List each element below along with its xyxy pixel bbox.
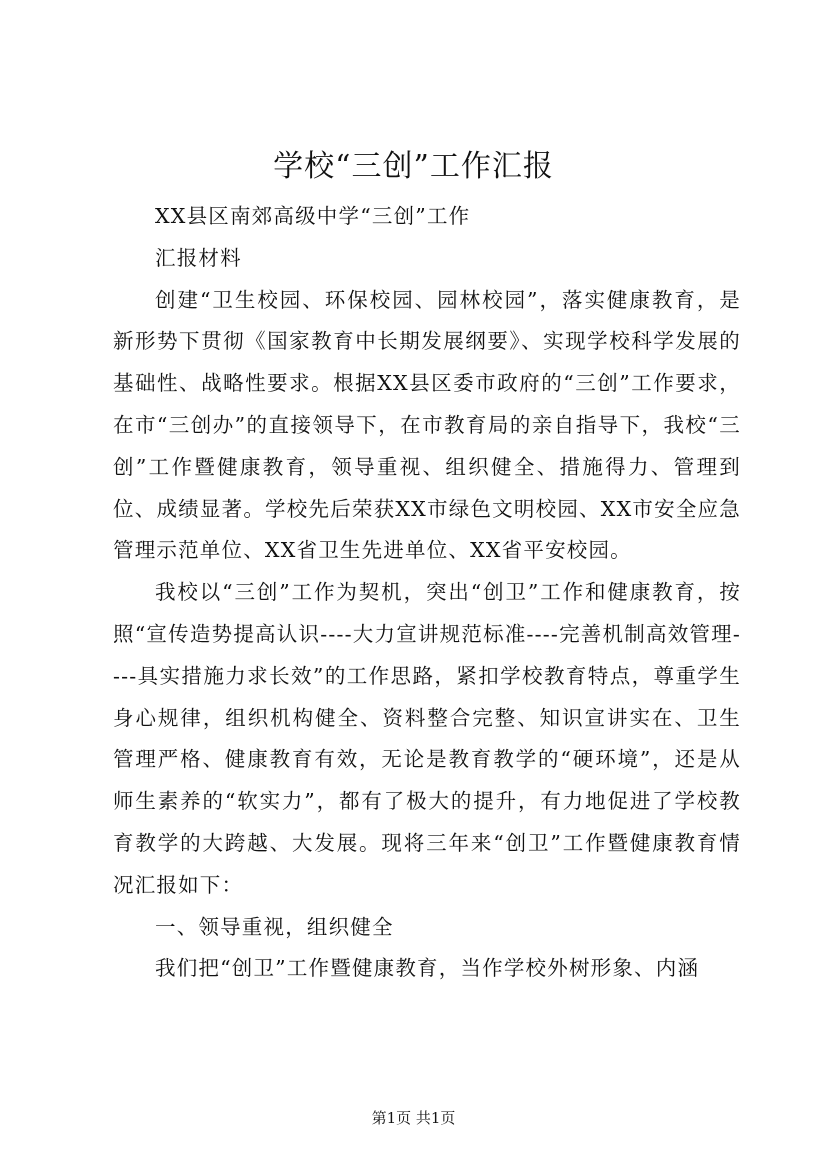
document-body [113,196,741,990]
paragraph-section-1: 我们把“创卫”工作暨健康教育，当作学校外树形象、内涵 [155,956,700,981]
document-title: 学校“三创”工作汇报 [273,149,554,184]
paragraph-intro: 创建“卫生校园、环保校园、园林校园”，落实健康教育，是新形势下贯彻《国家教育中长期发展纲要》、实现学校科学发展的基础性、战略性要求。根据XX县区委市政府的“三创”工作要求，在市“三创办”的直接领导下，在市教育局的亲自指导下，我校“三创”工作暨健康教育，领导重视、组织健全、措施得力、管理到位、成绩显著。学校先后荣获XX市绿色文明校园、XX市安全应急管理示范单位、XX省卫生先进单位、XX省平安校园。 [113,287,741,563]
subtitle-line-1: XX县区南郊高级中学“三创”工作 [155,204,471,228]
page-number-footer: 第1页 共1页 [371,1109,456,1127]
section-heading-1: 一、领导重视，组织健全 [155,914,394,939]
paragraph-approach: 我校以“三创”工作为契机，突出“创卫”工作和健康教育，按照“宣传造势提高认识----大力宣讲规范标准----完善机制高效管理----具实措施力求长效”的工作思路，紧扣学校教育特点，尊重学生身心规律，组织机构健全、资料整合完整、知识宣讲实在、卫生管理严格、健康教育有效，无论是教育教学的“硬环境”，还是从师生素养的“软实力”，都有了极大的提升，有力地促进了学校教育教学的大跨越、大发展。现将三年来“创卫”工作暨健康教育情况汇报如下： [113,580,741,897]
subtitle-line-2: 汇报材料 [155,245,242,270]
